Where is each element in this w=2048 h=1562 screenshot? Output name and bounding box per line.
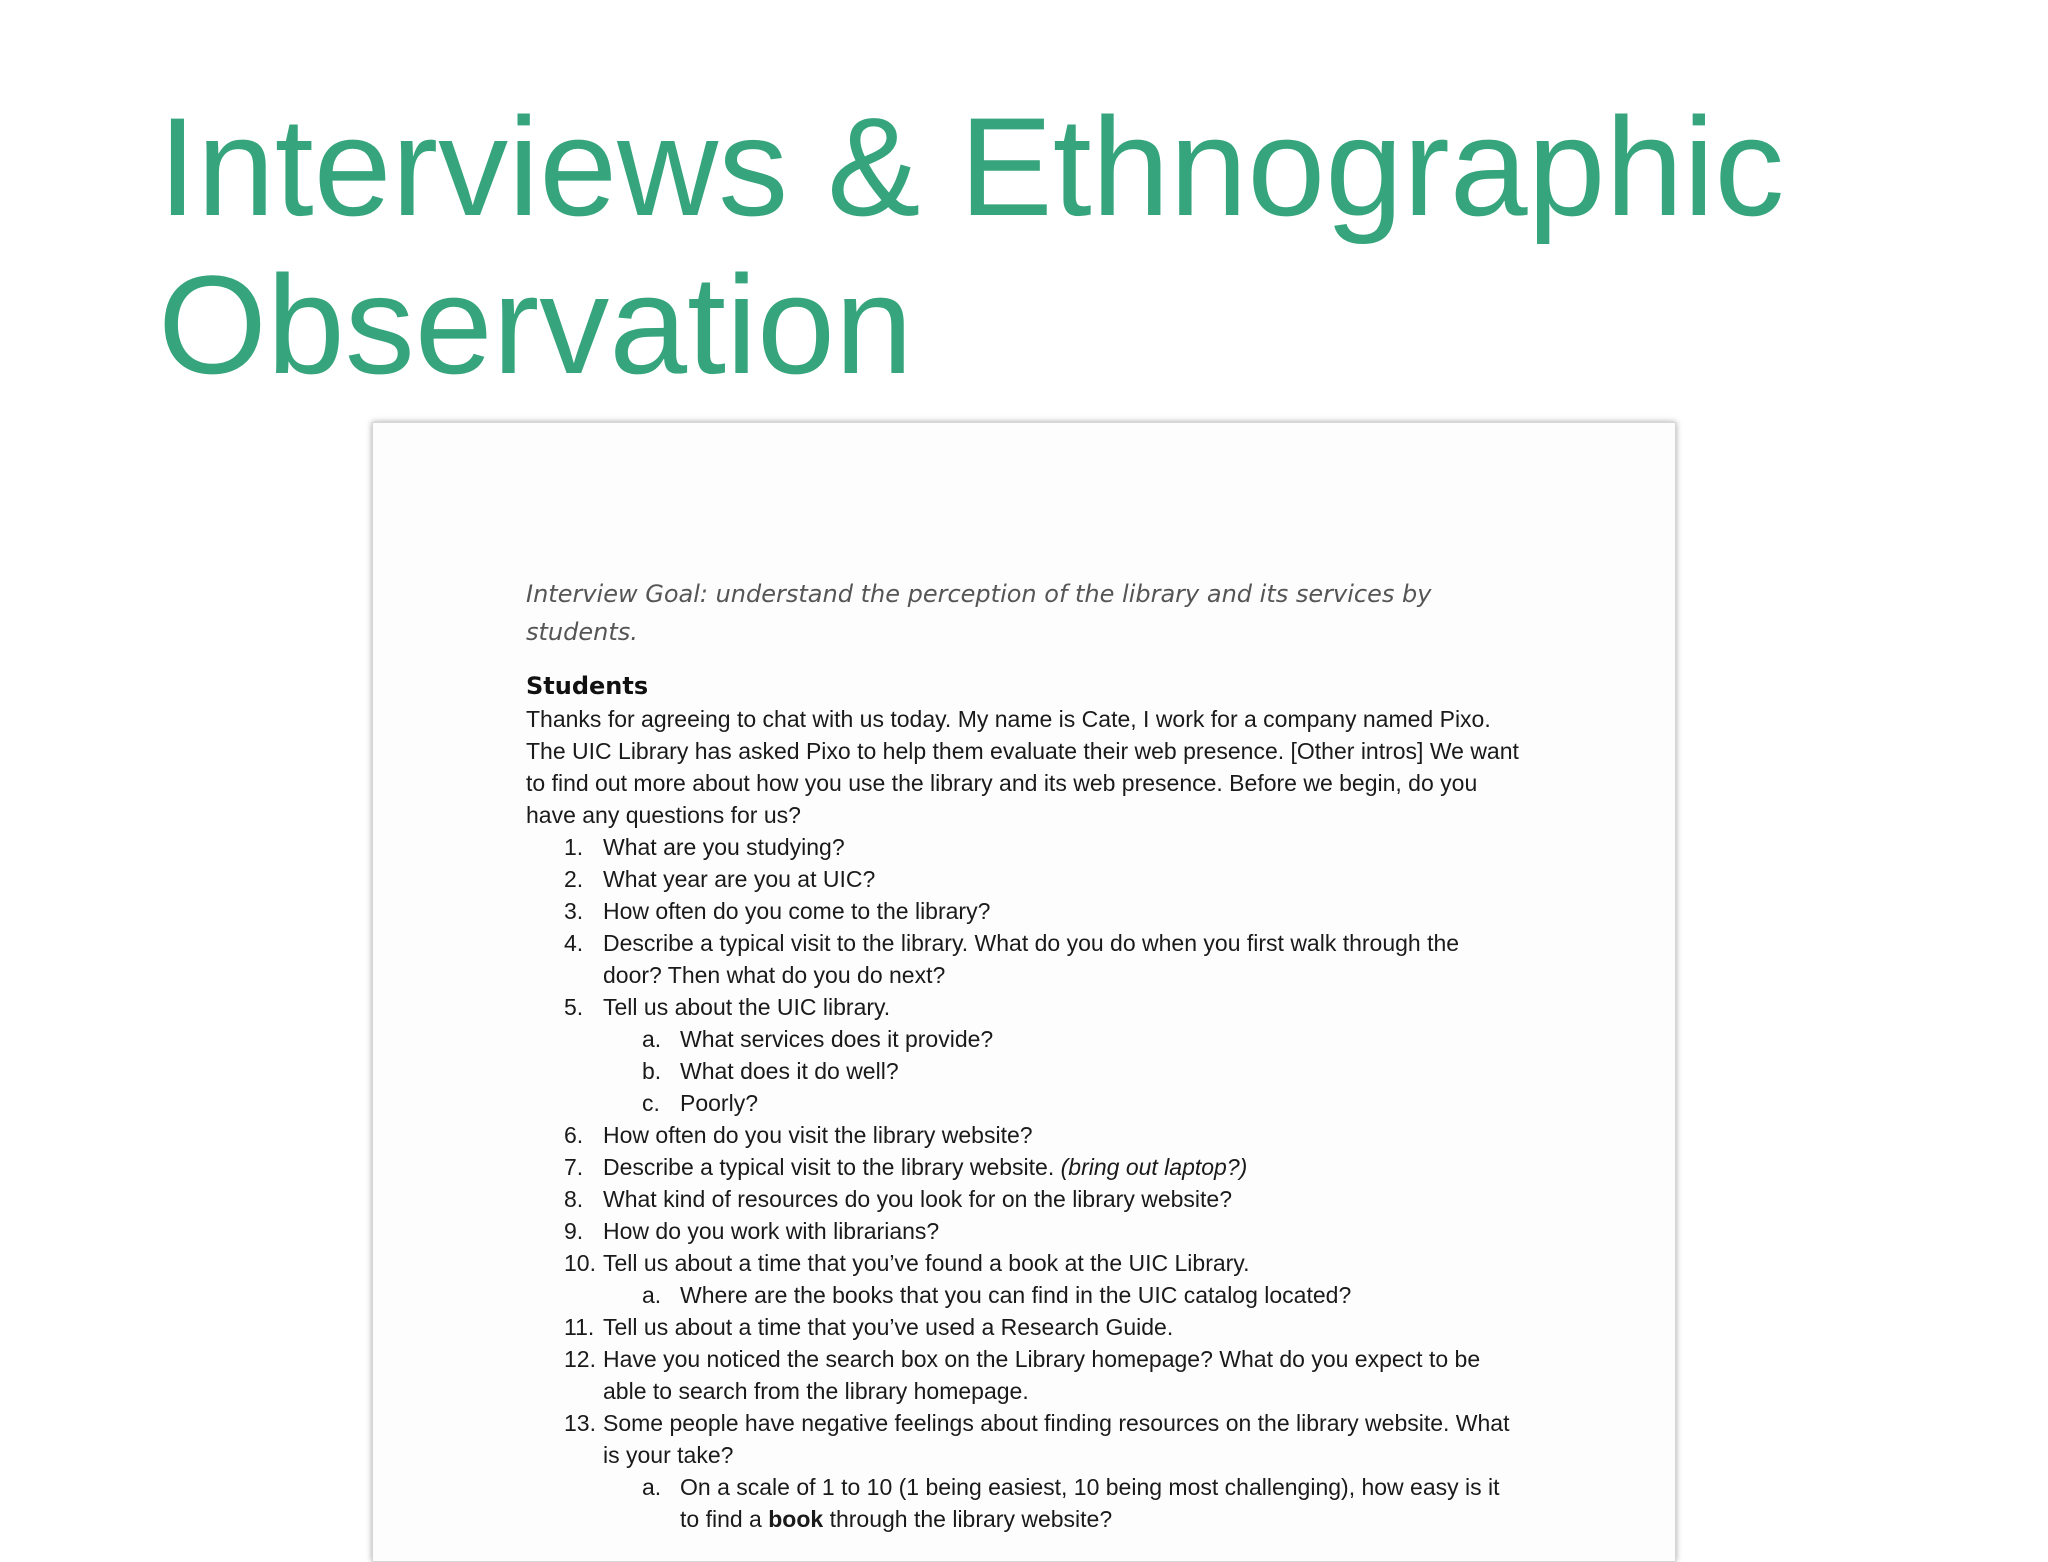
sub-question-letter: a. (642, 1282, 662, 1308)
sub-question-letter: a. (642, 1026, 662, 1052)
question-number: 11. (564, 1314, 595, 1340)
question-text (603, 1151, 1523, 1183)
question-number: 9. (564, 1218, 584, 1244)
question-item (526, 991, 1526, 1023)
question-item (526, 1151, 1526, 1183)
question-number: 5. (564, 994, 584, 1020)
question-number: 10. (564, 1250, 596, 1276)
question-text-main: What are you studying? (603, 834, 845, 860)
question-text (603, 831, 1523, 863)
question-aside-note: (bring out laptop?) (1060, 1154, 1248, 1180)
sub-question-text (680, 1055, 1520, 1087)
sub-question-text-main: What services does it provide? (680, 1026, 994, 1052)
sub-question-text (680, 1087, 1520, 1119)
slide-title-line-2: Observation (158, 246, 913, 403)
section-heading: Students (526, 672, 649, 700)
question-item (526, 1119, 1526, 1151)
question-item (526, 1215, 1526, 1247)
sub-question-letter: c. (642, 1090, 660, 1116)
intro-paragraph: Thanks for agreeing to chat with us today. My name is Cate, I work for a company named Pixo. The UIC Library has asked Pixo to help them evaluate their web presence. [Other intros] We want to find out more about how you use the library and its web presence. Before we begin, do you have any questions for us? (526, 706, 1519, 828)
question-text-main: Tell us about the UIC library. (603, 994, 891, 1020)
question-item (526, 927, 1526, 991)
question-text (603, 1343, 1523, 1407)
question-text-main: Describe a typical visit to the library. What do you do when you first walk through the door? Then what do you do next? (603, 930, 1460, 988)
question-item (526, 1247, 1526, 1279)
question-text (603, 927, 1523, 991)
document-content (526, 575, 1526, 1535)
question-text-main: Describe a typical visit to the library website. (603, 1154, 1055, 1180)
question-text (603, 1407, 1523, 1471)
question-text (603, 1183, 1523, 1215)
question-number: 4. (564, 930, 584, 956)
sub-question-item (526, 1023, 1526, 1055)
question-item (526, 831, 1526, 863)
question-text (603, 1311, 1523, 1343)
sub-question-bold-word: book (768, 1506, 824, 1532)
question-text-main: How often do you come to the library? (603, 898, 991, 924)
question-text (603, 1215, 1523, 1247)
question-text (603, 1119, 1523, 1151)
question-text-main: Some people have negative feelings about finding resources on the library website. What is your take? (603, 1410, 1510, 1468)
question-text-main: Tell us about a time that you’ve used a Research Guide. (603, 1314, 1174, 1340)
question-text (603, 1247, 1523, 1279)
sub-question-text (680, 1023, 1520, 1055)
question-text-main: Have you noticed the search box on the Library homepage? What do you expect to be able to search from the library homepage. (603, 1346, 1481, 1404)
sub-question-item (526, 1471, 1526, 1535)
question-item (526, 1343, 1526, 1407)
question-number: 2. (564, 866, 584, 892)
question-number: 3. (564, 898, 584, 924)
interview-goal: Interview Goal: understand the perception of the library and its services by students. (526, 580, 1432, 646)
question-item (526, 895, 1526, 927)
sub-question-item (526, 1055, 1526, 1087)
question-list (526, 831, 1526, 1535)
question-text-main: What year are you at UIC? (603, 866, 876, 892)
question-text-main: What kind of resources do you look for on the library website? (603, 1186, 1232, 1212)
question-item (526, 1407, 1526, 1471)
sub-question-text-main: Where are the books that you can find in the UIC catalog located? (680, 1282, 1352, 1308)
question-item (526, 1311, 1526, 1343)
question-text (603, 895, 1523, 927)
sub-question-item (526, 1279, 1526, 1311)
question-number: 7. (564, 1154, 584, 1180)
sub-question-text-after: through the library website? (829, 1506, 1113, 1532)
sub-question-text-before: On a scale of 1 to 10 (1 being easiest, 10 being most challenging), how easy is it to find a (680, 1474, 1500, 1532)
question-item (526, 1183, 1526, 1215)
question-text-main: How do you work with librarians? (603, 1218, 940, 1244)
question-text (603, 991, 1523, 1023)
question-item (526, 863, 1526, 895)
question-number: 8. (564, 1186, 584, 1212)
slide-title-line-1: Interviews & Ethnographic (158, 88, 1785, 245)
question-number: 6. (564, 1122, 584, 1148)
slide-title (158, 88, 1784, 404)
question-number: 1. (564, 834, 584, 860)
sub-question-item (526, 1087, 1526, 1119)
document-page-image (372, 422, 1676, 1562)
question-number: 13. (564, 1410, 596, 1436)
sub-question-text-main: What does it do well? (680, 1058, 899, 1084)
sub-question-text (680, 1279, 1520, 1311)
sub-question-letter: b. (642, 1058, 662, 1084)
sub-question-letter: a. (642, 1474, 662, 1500)
sub-question-text-main: Poorly? (680, 1090, 758, 1116)
sub-question-text (680, 1471, 1520, 1535)
question-text-main: How often do you visit the library website? (603, 1122, 1033, 1148)
question-text-main: Tell us about a time that you’ve found a book at the UIC Library. (603, 1250, 1250, 1276)
question-text (603, 863, 1523, 895)
question-number: 12. (564, 1346, 596, 1372)
